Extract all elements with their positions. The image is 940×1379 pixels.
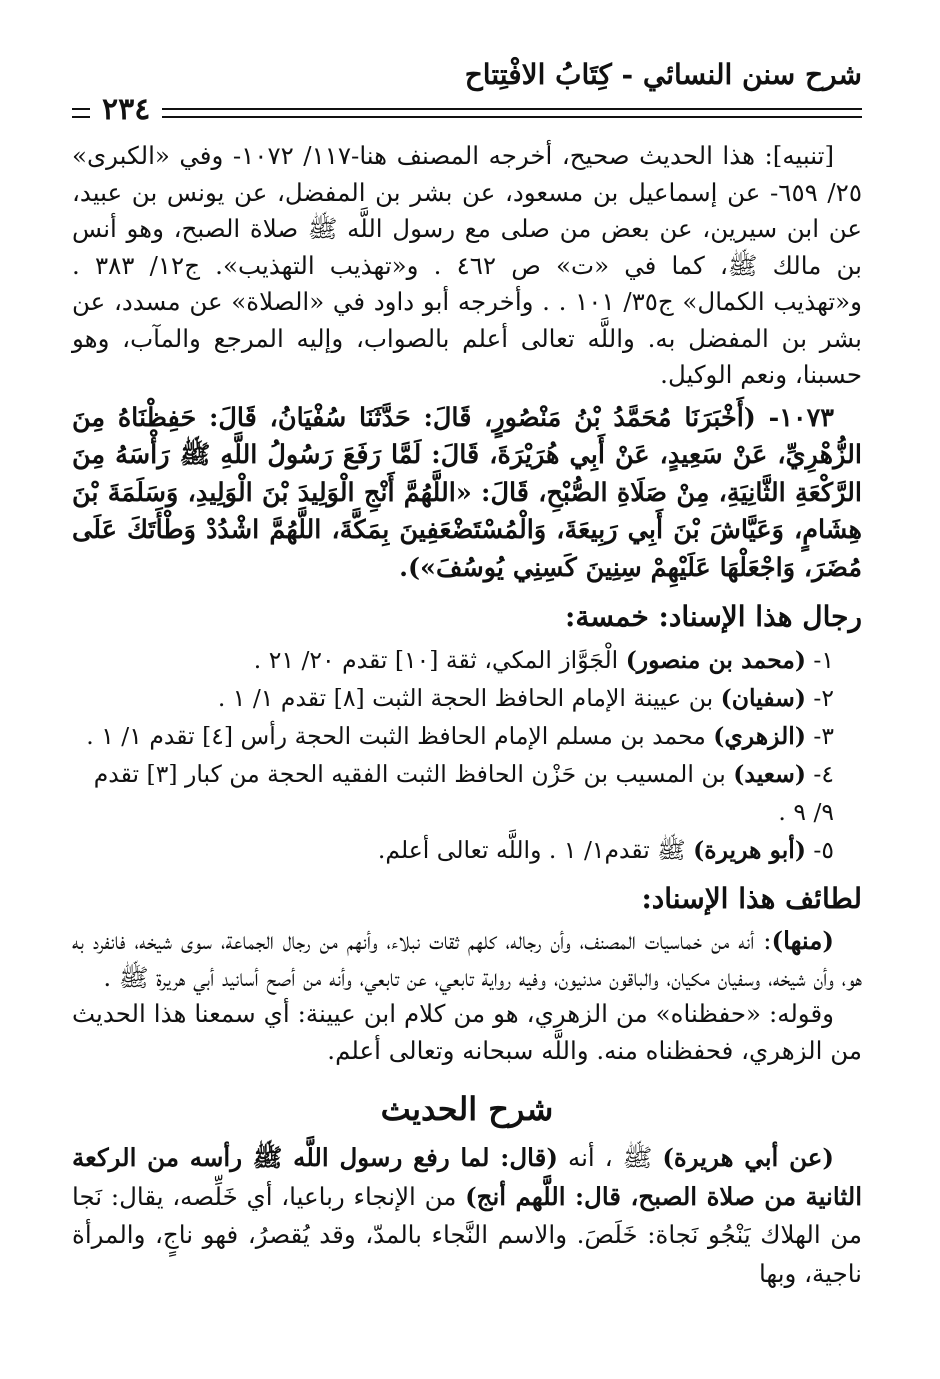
page-content (72, 138, 862, 1293)
narrator-item: ٤- (سعيد) بن المسيب بن حَزْن الحافظ الثبت الفقيه الحجة من كبار [٣] تقدم ٩/ ٩ . (93, 760, 834, 826)
hadith-text: ١٠٧٣- (أَخْبَرَنَا مُحَمَّدُ بْنُ مَنْصُورٍ، قَالَ: حَدَّثَنَا سُفْيَانُ، قَالَ: حَفِظْنَاهُ مِنَ الزُّهْرِيِّ، عَنْ سَعِيدٍ، عَنْ أَبِي هُرَيْرَةَ، قَالَ: لَمَّا رَفَعَ رَسُولُ اللَّهِ ﷺ رَأْسَهُ مِنَ الرَّكْعَةِ الثَّانِيَةِ، مِنْ صَلَاةِ الصُّبْحِ، قَالَ: «اللَّهُمَّ أَنْجِ الْوَلِيدَ بْنَ الْوَلِيدِ، وَسَلَمَةَ بْنَ هِشَامٍ، وَعَيَّاشَ بْنَ أَبِي رَبِيعَةَ، وَالْمُسْتَضْعَفِينَ بِمَكَّةَ، اللَّهُمَّ اشْدُدْ وَطْأَتَكَ عَلَى مُضَرَ، وَاجْعَلْهَا عَلَيْهِمْ سِنِينَ كَسِنِي يُوسُفَ»). (72, 402, 862, 583)
book-page (72, 0, 862, 1379)
lataif-paragraph-1: (منها): أنه من خماسيات المصنف، وأن رجاله، كلهم ثقات نبلاء، وأنهم من رجال الجماعة، سوى شيخه، فانفرد به هو، وأن شيخه، وسفيان مكيان، والباقون مدنيون، وفيه رواية تابعي، عن تابعي، وأنه من أصح أسانيد أبي هريرة ﷺ . (72, 926, 862, 992)
header-rule (72, 108, 862, 118)
tanbih-paragraph: [تنبيه]: هذا الحديث صحيح، أخرجه المصنف هنا-١١٧/ ١٠٧٢- وفي «الكبرى» ٢٥/ ٦٥٩- عن إسماعيل بن مسعود، عن بشر بن المفضل، عن يونس بن عبيد، عن ابن سيرين، عن بعض من صلى مع رسول اللَّه ﷺ صلاة الصبح، وهو أنس بن مالك ﷺ، كما في «ت» ص ٤٦٢ . و«تهذيب التهذيب». ج١٢/ ٣٨٣ . و«تهذيب الكمال» ج٣٥/ ١٠١ . . وأخرجه أبو داود في «الصلاة» عن مسدد، عن بشر بن المفضل به. واللَّه تعالى أعلم بالصواب، وإليه المرجع والمآب، وهو حسبنا، ونعم الوكيل. (72, 141, 863, 389)
narrator-item: ٣- (الزهري) محمد بن مسلم الإمام الحافظ الثبت الحجة رأس [٤] تقدم ١/ ١ . (86, 722, 834, 750)
rijal-heading: رجال هذا الإسناد: خمسة: (564, 600, 862, 633)
narrator-list (72, 641, 862, 869)
narrator-item: ١- (محمد بن منصور) الْجَوَّاز المكي، ثقة [١٠] تقدم ٢٠/ ٢١ . (253, 646, 834, 674)
lataif-heading: لطائف هذا الإسناد: (641, 882, 862, 915)
running-title: شرح سنن النسائي - كِتَابُ الافْتِتاح (464, 58, 862, 91)
page-number: ٢٣٤ (90, 92, 162, 127)
lataif-paragraph-2: وقوله: «حفظناه» من الزهري، هو من كلام ابن عيينة: أي سمعنا هذا الحديث من الزهري، فحفظناه منه. واللَّه سبحانه وتعالى أعلم. (72, 999, 862, 1065)
sharh-paragraph: (عن أبي هريرة) ﷺ ، أنه (قال: لما رفع رسول اللَّه ﷺ رأسه من الركعة الثانية من صلاة الصبح، قال: اللَّهم أنج) من الإنجاء رباعيا، أي خَلِّصه، يقال: نَجا من الهلاك يَنْجُو نَجاة: خَلَصَ. والاسم النَّجاء بالمدّ، وقد يُقصرُ، فهو ناجٍ، والمرأة ناجية، وبها (72, 1143, 862, 1288)
narrator-item: ٢- (سفيان) بن عيينة الإمام الحافظ الحجة الثبت [٨] تقدم ١/ ١ . (217, 684, 834, 712)
narrator-item: ٥- (أبو هريرة) ﷺ تقدم١/ ١ . واللَّه تعالى أعلم. (377, 836, 834, 864)
sharh-heading: شرح الحديث (380, 1090, 554, 1128)
